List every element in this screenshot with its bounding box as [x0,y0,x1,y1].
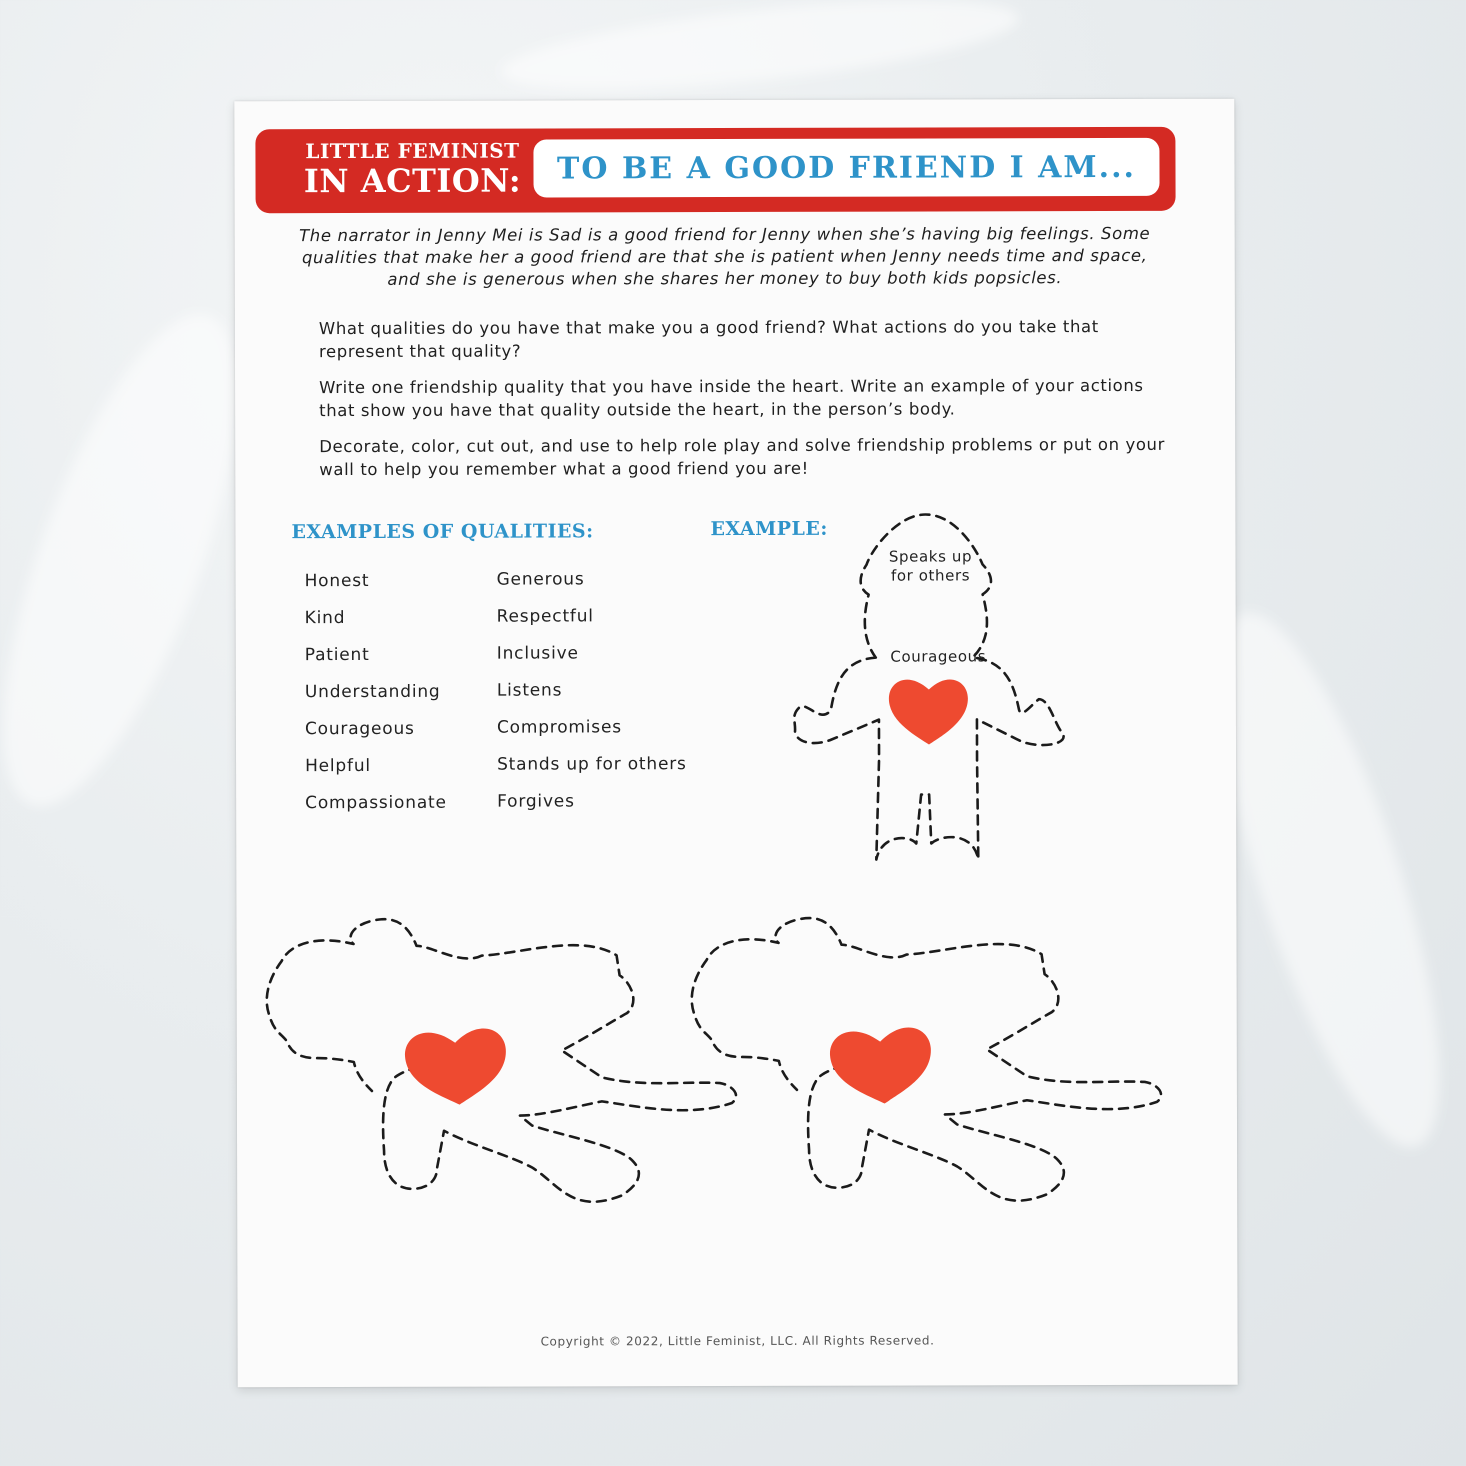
instruction-2: Write one friendship quality that you have inside the heart. Write an example of your actions that show you have that quality outside the heart, in the person’s body. [319,375,1144,421]
brand-logo [277,138,547,201]
worksheet-page [234,99,1237,1388]
brand-line-2: IN ACTION: [303,161,522,201]
quality-item: Helpful [305,755,371,777]
person-outline-large-2 [686,904,1207,1205]
example-heart-text: Courageous [890,647,987,666]
instruction-3: Decorate, color, cut out, and use to help role play and solve friendship problems or put on your wall to help you remember what a good friend you are! [319,434,1166,480]
heart-icon [828,1026,934,1107]
quality-item: Honest [304,570,370,592]
quality-item: Kind [304,608,346,629]
intro-text: The narrator in Jenny Mei is Sad is a good friend for Jenny when she’s having big feelings. Some qualities that make her a good friend are that she is patient when Jenny needs time and space, and she is generous when she shares her money to buy both kids popsicles. [299,223,1151,289]
instruction-1: What qualities do you have that make you a good friend? What actions do you take that represent that quality? [318,317,1099,362]
qualities-heading: EXAMPLES OF QUALITIES: [291,520,594,544]
quality-item: Understanding [304,681,441,703]
quality-item: Compromises [496,717,622,738]
quality-item: Generous [496,569,585,590]
example-head-text: Speaks up for others [888,547,973,585]
title-banner [255,127,1175,213]
quality-item: Respectful [496,606,594,627]
quality-item: Patient [304,644,370,666]
title-box [533,138,1159,198]
example-heading: EXAMPLE: [710,517,828,541]
heart-icon [403,1027,509,1108]
brand-line-1: LITTLE FEMINIST [305,138,520,164]
quality-item: Stands up for others [497,754,687,775]
quality-item: Inclusive [496,643,579,664]
copyright-notice: Copyright © 2022, Little Feminist, LLC. All Rights Reserved. [540,1333,935,1349]
page-title: TO BE A GOOD FRIEND I AM... [556,149,1137,186]
quality-item: Forgives [497,791,575,812]
quality-item: Courageous [304,718,415,740]
quality-item: Compassionate [305,792,447,814]
quality-item: Listens [496,680,563,701]
heart-icon [889,679,968,744]
